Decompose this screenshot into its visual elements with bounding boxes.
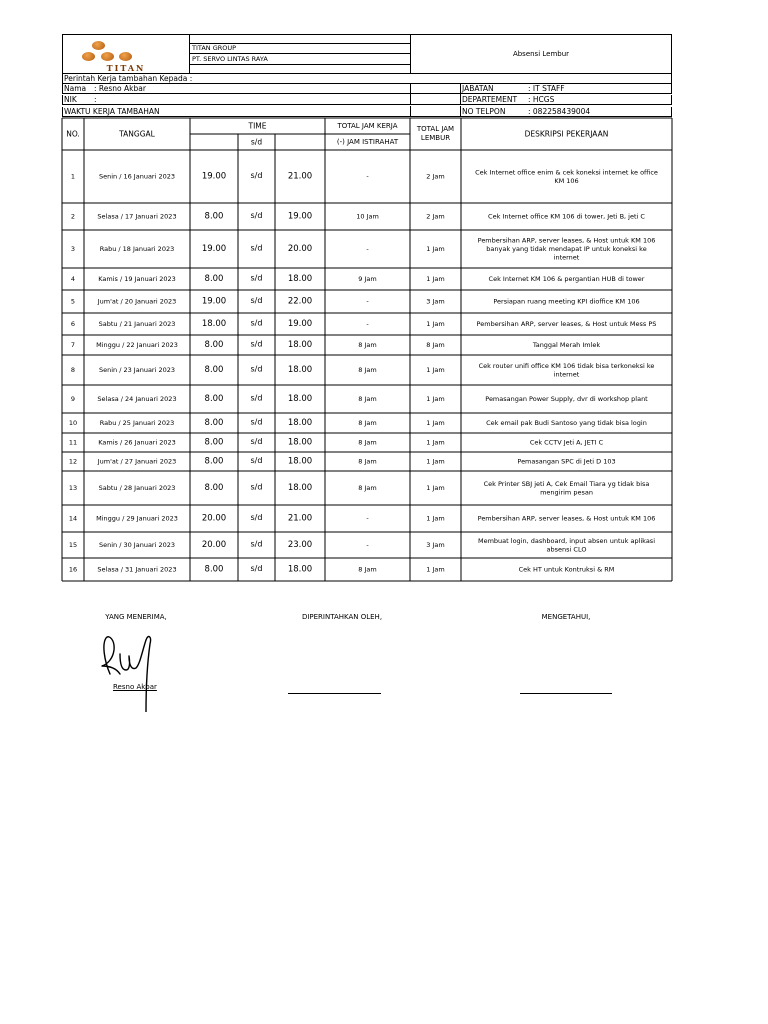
row-no: 7 (70, 341, 76, 349)
header-no: NO. (66, 129, 80, 139)
row-time-start: 19.00 (201, 171, 227, 182)
row-time-start: 19.00 (201, 244, 227, 254)
row-time-start: 8.00 (204, 418, 224, 428)
row-sd: s/d (250, 482, 263, 492)
row-sd: s/d (250, 437, 263, 446)
row-time-start: 20.00 (201, 540, 227, 550)
row-sd: s/d (250, 211, 263, 220)
jabatan-label: JABATAN (462, 84, 494, 93)
row-time-end: 18.00 (287, 340, 313, 350)
row-total-jam-lembur: 1 Jam (426, 395, 445, 403)
row-total-jam-kerja: 8 Jam (358, 457, 377, 466)
row-deskripsi-line: banyak yang tidak mendapat IP untuk koneksi ke (486, 245, 647, 253)
instructor-signature-line (288, 693, 381, 694)
approver-signature-line (520, 693, 612, 694)
row-tanggal: Minggu / 29 Januari 2023 (96, 514, 178, 523)
row-time-end: 21.00 (287, 171, 313, 182)
row-deskripsi-line: Pembersihan ARP, server leases, & Host untuk Mess PS (476, 320, 657, 328)
row-time-start: 18.00 (201, 319, 227, 329)
row-total-jam-kerja: 8 Jam (358, 341, 377, 349)
row-tanggal: Senin / 23 Januari 2023 (98, 366, 176, 374)
row-tanggal: Jum'at / 20 Januari 2023 (97, 297, 177, 306)
row-total-jam-lembur: 2 Jam (426, 212, 445, 221)
row-time-start: 8.00 (204, 483, 224, 493)
row-deskripsi-line: Cek Printer SBJ jeti A, Cek Email Tiara yg tidak bisa (483, 479, 650, 488)
row-deskripsi-line: Pemasangan Power Supply, dvr di workshop plant (485, 395, 648, 403)
row-total-jam-lembur: 3 Jam (426, 297, 445, 306)
row-sd: s/d (250, 339, 263, 349)
phone-value: : 082258439004 (528, 107, 591, 116)
header-jam-istirahat: (-) JAM ISTIRAHAT (336, 138, 399, 146)
row-no: 16 (68, 565, 78, 574)
row-tanggal: Kamis / 19 Januari 2023 (98, 275, 176, 283)
row-sd: s/d (250, 364, 263, 374)
row-time-end: 18.00 (287, 274, 313, 284)
instructor-label: DIPERINTAHKAN OLEH, (301, 613, 383, 621)
row-tanggal: Senin / 30 Januari 2023 (98, 541, 176, 549)
row-no: 1 (70, 172, 76, 181)
row-no: 4 (70, 275, 76, 283)
row-sd: s/d (250, 417, 263, 427)
row-tanggal: Rabu / 25 Januari 2023 (99, 419, 175, 427)
order-line: Perintah Kerja tambahan Kepada : (64, 74, 193, 83)
row-time-end: 18.00 (287, 394, 313, 404)
row-total-jam-lembur: 1 Jam (426, 565, 445, 574)
row-no: 14 (68, 514, 78, 523)
row-tanggal: Jum'at / 27 Januari 2023 (97, 457, 177, 466)
row-sd: s/d (250, 273, 263, 283)
row-time-end: 18.00 (287, 418, 313, 428)
logo-wordmark: TITAN (106, 63, 146, 73)
row-tanggal: Sabtu / 28 Januari 2023 (98, 484, 176, 492)
row-tanggal: Senin / 16 Januari 2023 (98, 172, 176, 181)
row-total-jam-kerja: - (366, 245, 369, 253)
row-no: 8 (70, 366, 76, 374)
row-no: 10 (68, 419, 78, 427)
row-total-jam-kerja: - (366, 541, 369, 549)
row-deskripsi-line: Cek Internet office KM 106 di tower, Jeti B, jeti C (488, 212, 645, 221)
company-name: PT. SERVO LINTAS RAYA (192, 55, 268, 63)
row-total-jam-lembur: 1 Jam (426, 366, 445, 374)
row-no: 2 (70, 212, 76, 221)
row-sd: s/d (250, 456, 263, 465)
approver-label: MENGETAHUI, (541, 613, 591, 621)
row-no: 15 (68, 541, 78, 549)
nik-label: NIK (64, 95, 77, 104)
receiver-label: YANG MENERIMA, (105, 613, 167, 621)
row-deskripsi-line: Membuat login, dashboard, input absen untuk aplikasi (477, 536, 656, 545)
row-time-start: 8.00 (204, 564, 224, 575)
row-total-jam-lembur: 3 Jam (426, 541, 445, 549)
row-total-jam-kerja: 8 Jam (358, 438, 377, 447)
row-time-end: 20.00 (287, 244, 313, 254)
header-total-jam-lembur-line1: TOTAL JAM (416, 125, 455, 133)
row-deskripsi-line: internet (553, 253, 580, 262)
row-no: 12 (68, 457, 78, 466)
nik-value: : (94, 95, 97, 104)
row-total-jam-kerja: 8 Jam (358, 419, 377, 427)
company-group: TITAN GROUP (192, 44, 237, 52)
row-no: 6 (70, 320, 76, 328)
row-total-jam-lembur: 1 Jam (426, 484, 445, 492)
document-title: Absensi Lembur (512, 50, 570, 58)
row-no: 9 (70, 395, 76, 403)
row-tanggal: Selasa / 24 Januari 2023 (97, 395, 177, 403)
row-no: 3 (70, 245, 76, 253)
row-deskripsi-line: Tanggal Merah Imlek (532, 341, 601, 349)
row-time-start: 19.00 (201, 296, 227, 307)
row-time-start: 8.00 (204, 437, 224, 448)
row-deskripsi-line: Cek router unifi office KM 106 tidak bisa terkoneksi ke (478, 361, 655, 370)
row-total-jam-lembur: 1 Jam (426, 320, 445, 328)
row-total-jam-lembur: 1 Jam (426, 419, 445, 427)
row-total-jam-kerja: 8 Jam (358, 484, 377, 492)
row-tanggal: Kamis / 26 Januari 2023 (98, 438, 176, 447)
row-time-start: 20.00 (201, 513, 227, 524)
row-time-end: 18.00 (287, 456, 313, 467)
row-total-jam-kerja: - (366, 514, 369, 523)
row-no: 13 (68, 484, 78, 492)
row-deskripsi-line: Pembersihan ARP, server leases, & Host untuk KM 106 (477, 514, 656, 523)
department-value: : HCGS (528, 95, 555, 104)
row-total-jam-lembur: 1 Jam (426, 275, 445, 283)
row-deskripsi-line: Cek email pak Budi Santoso yang tidak bisa login (486, 419, 647, 427)
header-sd: s/d (250, 137, 263, 147)
row-time-end: 21.00 (287, 513, 313, 524)
row-deskripsi-line: Pemasangan SPC di Jeti D 103 (517, 457, 616, 466)
row-deskripsi-line: absensi CLO (546, 545, 587, 554)
row-total-jam-kerja: 10 Jam (356, 212, 379, 221)
row-no: 11 (68, 438, 78, 447)
row-tanggal: Selasa / 31 Januari 2023 (97, 565, 177, 574)
header-total-jam-kerja: TOTAL JAM KERJA (337, 122, 398, 130)
row-deskripsi-line: KM 106 (554, 176, 579, 185)
row-total-jam-lembur: 8 Jam (426, 341, 445, 349)
row-time-end: 18.00 (287, 437, 313, 448)
row-tanggal: Minggu / 22 Januari 2023 (96, 341, 178, 349)
row-total-jam-kerja: 8 Jam (358, 395, 377, 403)
row-deskripsi-line: Cek HT untuk Kontruksi & RM (518, 565, 615, 574)
row-deskripsi-line: Pembersihan ARP, server leases, & Host untuk KM 106 (477, 236, 656, 245)
row-time-start: 8.00 (204, 394, 224, 404)
row-total-jam-kerja: 8 Jam (358, 366, 377, 374)
row-sd: s/d (250, 513, 263, 522)
row-time-end: 19.00 (287, 211, 313, 222)
row-total-jam-kerja: 8 Jam (358, 565, 377, 574)
row-deskripsi-line: internet (553, 370, 580, 379)
row-total-jam-kerja: - (366, 320, 369, 328)
row-time-end: 18.00 (287, 483, 313, 493)
row-deskripsi-line: Persiapan ruang meeting KPI dioffice KM 106 (493, 297, 640, 306)
row-sd: s/d (250, 564, 263, 573)
row-deskripsi-line: Cek Internet KM 106 & pergantian HUB di tower (488, 275, 645, 283)
row-sd: s/d (250, 296, 263, 305)
header-deskripsi: DESKRIPSI PEKERJAAN (524, 129, 609, 139)
row-deskripsi-line: Cek CCTV Jeti A, JETI C (529, 438, 604, 447)
row-total-jam-lembur: 2 Jam (426, 172, 445, 181)
row-time-start: 8.00 (204, 211, 224, 222)
header-time: TIME (248, 121, 267, 131)
row-no: 5 (70, 297, 76, 306)
handwritten-signature (96, 630, 162, 712)
row-time-start: 8.00 (204, 340, 224, 350)
row-time-end: 19.00 (287, 319, 313, 329)
name-label: Nama (64, 84, 87, 93)
header-tanggal: TANGGAL (119, 129, 155, 139)
phone-label: NO TELPON (462, 107, 506, 116)
row-total-jam-lembur: 1 Jam (426, 514, 445, 523)
row-tanggal: Sabtu / 21 Januari 2023 (98, 320, 176, 328)
row-deskripsi-line: Cek Internet office enim & cek koneksi internet ke office (475, 168, 658, 177)
row-total-jam-kerja: - (366, 172, 369, 181)
jabatan-value: : IT STAFF (528, 84, 565, 93)
row-sd: s/d (250, 318, 263, 328)
waktu-label: WAKTU KERJA TAMBAHAN (64, 107, 160, 116)
header-total-jam-lembur-line2: LEMBUR (420, 134, 451, 142)
row-time-start: 8.00 (204, 274, 224, 284)
row-time-end: 18.00 (287, 564, 313, 575)
row-tanggal: Rabu / 18 Januari 2023 (99, 245, 175, 253)
row-sd: s/d (250, 393, 263, 403)
name-value: : Resno Akbar (94, 84, 146, 93)
receiver-name: Resno Akbar (113, 683, 157, 691)
row-time-end: 22.00 (287, 296, 313, 307)
department-label: DEPARTEMENT (462, 95, 518, 104)
row-total-jam-kerja: 9 Jam (358, 275, 377, 283)
row-total-jam-kerja: - (366, 297, 369, 306)
row-total-jam-lembur: 1 Jam (426, 457, 445, 466)
row-time-end: 18.00 (287, 365, 313, 375)
row-deskripsi-line: mengirim pesan (540, 488, 593, 497)
row-total-jam-lembur: 1 Jam (426, 438, 445, 447)
row-total-jam-lembur: 1 Jam (426, 245, 445, 253)
row-time-end: 23.00 (287, 540, 313, 550)
row-sd: s/d (250, 243, 263, 253)
row-tanggal: Selasa / 17 Januari 2023 (97, 212, 177, 221)
row-sd: s/d (250, 539, 263, 549)
row-sd: s/d (250, 171, 263, 180)
row-time-start: 8.00 (204, 456, 224, 467)
row-time-start: 8.00 (204, 365, 224, 375)
